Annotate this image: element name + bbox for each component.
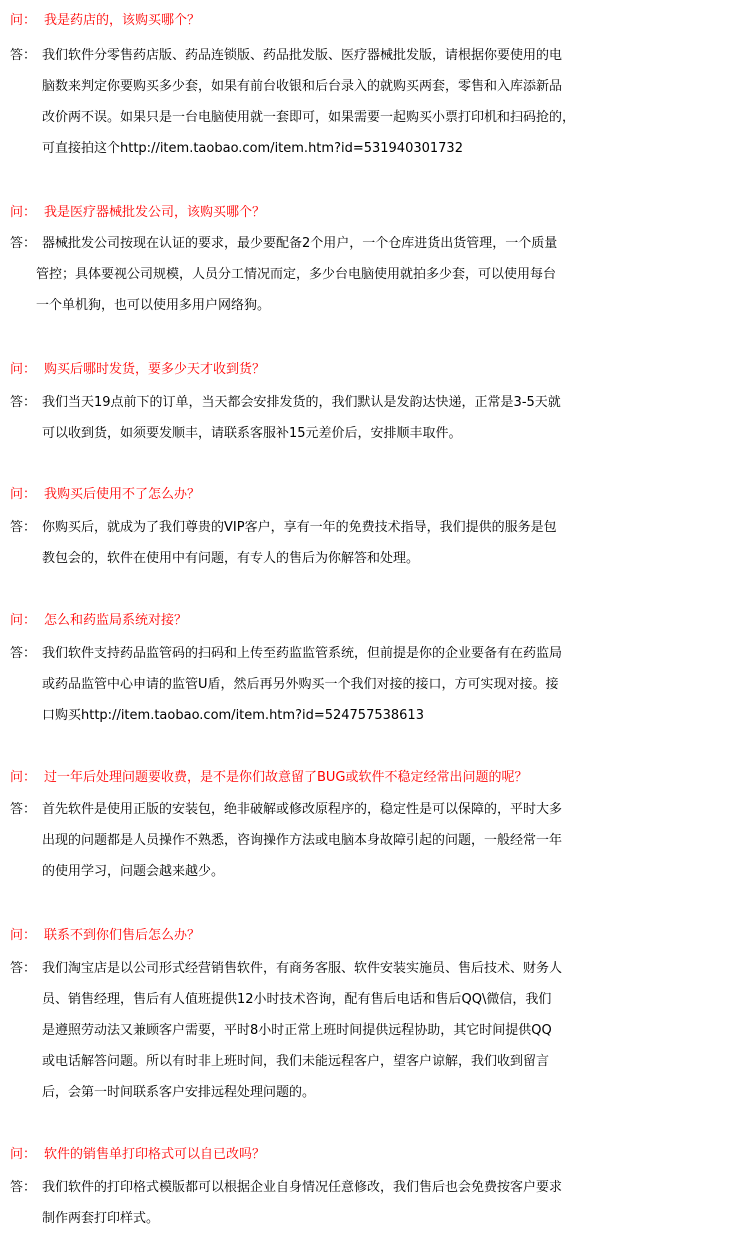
question-prefix: 问： xyxy=(10,13,37,28)
faq-answer xyxy=(10,638,740,731)
answer-prefix: 答： xyxy=(10,802,37,817)
answer-line: 或药品监管中心申请的监管U盾，然后再另外购买一个我们对接的接口，方可实现对接。接 xyxy=(42,677,559,692)
faq-answer xyxy=(10,953,740,1108)
faq-question xyxy=(10,199,265,227)
answer-line: 可直接拍这个http://item.taobao.com/item.htm?id=531940301732 xyxy=(42,141,463,156)
faq-question xyxy=(10,607,187,635)
answer-prefix: 答： xyxy=(10,236,37,251)
answer-line: 我们软件支持药品监管码的扫码和上传至药监监管系统，但前提是你的企业要备有在药监局 xyxy=(42,646,563,661)
faq-question xyxy=(10,481,200,509)
answer-prefix: 答： xyxy=(10,1180,37,1195)
faq-question xyxy=(10,7,200,35)
faq-question xyxy=(10,764,528,792)
question-text: 软件的销售单打印格式可以自已改吗？ xyxy=(44,1147,266,1162)
answer-line: 制作两套打印样式。 xyxy=(42,1211,160,1226)
answer-line: 后，会第一时间联系客户安排远程处理问题的。 xyxy=(42,1085,316,1100)
question-prefix: 问： xyxy=(10,613,37,628)
faq-answer xyxy=(10,228,740,321)
question-prefix: 问： xyxy=(10,205,37,220)
answer-line: 脑数来判定你要购买多少套，如果有前台收银和后台录入的就购买两套，零售和入库添新品 xyxy=(42,79,563,94)
question-text: 怎么和药监局系统对接？ xyxy=(44,613,188,628)
answer-line: 员、销售经理，售后有人值班提供12小时技术咨询，配有售后电话和售后QQ\微信，我们 xyxy=(42,992,552,1007)
answer-line: 你购买后，就成为了我们尊贵的VIP客户，享有一年的免费技术指导，我们提供的服务是包 xyxy=(42,520,557,535)
faq-answer xyxy=(10,512,740,574)
question-text: 购买后哪时发货，要多少天才收到货？ xyxy=(44,362,266,377)
question-text: 过一年后处理问题要收费，是不是你们故意留了BUG或软件不稳定经常出问题的呢？ xyxy=(44,770,528,785)
answer-prefix: 答： xyxy=(10,961,37,976)
faq-question xyxy=(10,922,200,950)
answer-prefix: 答： xyxy=(10,520,37,535)
answer-line: 改价两不误。如果只是一台电脑使用就一套即可，如果需要一起购买小票打印机和扫码抢的， xyxy=(42,110,576,125)
faq-answer xyxy=(10,794,740,887)
question-text: 我购买后使用不了怎么办？ xyxy=(44,487,201,502)
answer-line: 的使用学习，问题会越来越少。 xyxy=(42,864,225,879)
faq-answer xyxy=(10,387,740,449)
faq-answer xyxy=(10,1172,740,1234)
answer-line: 或电话解答问题。所以有时非上班时间，我们未能远程客户，望客户谅解，我们收到留言 xyxy=(42,1054,550,1069)
answer-prefix: 答： xyxy=(10,646,37,661)
answer-line: 可以收到货，如须要发顺丰，请联系客服补15元差价后，安排顺丰取件。 xyxy=(42,426,462,441)
answer-prefix: 答： xyxy=(10,395,37,410)
answer-line: 教包会的，软件在使用中有问题，有专人的售后为你解答和处理。 xyxy=(42,551,420,566)
faq-question xyxy=(10,356,265,384)
answer-line: 我们当天19点前下的订单，当天都会安排发货的，我们默认是发韵达快递，正常是3-5天就 xyxy=(42,395,561,410)
question-prefix: 问： xyxy=(10,1147,37,1162)
answer-line: 出现的问题都是人员操作不熟悉，咨询操作方法或电脑本身故障引起的问题，一般经常一年 xyxy=(42,833,563,848)
faq-answer xyxy=(10,40,740,164)
answer-line: 一个单机狗，也可以使用多用户网络狗。 xyxy=(36,298,271,313)
question-text: 我是医疗器械批发公司，该购买哪个？ xyxy=(44,205,266,220)
answer-line: 我们软件的打印格式模版都可以根据企业自身情况任意修改，我们售后也会免费按客户要求 xyxy=(42,1180,563,1195)
answer-line: 器械批发公司按现在认证的要求，最少要配备2个用户，一个仓库进货出货管理，一个质量 xyxy=(42,236,558,251)
answer-line: 口购买http://item.taobao.com/item.htm?id=524757538613 xyxy=(42,708,424,723)
answer-line: 首先软件是使用正版的安装包，绝非破解或修改原程序的，稳定性是可以保障的，平时大多 xyxy=(42,802,563,817)
answer-line: 管控；具体要视公司规模，人员分工情况而定，多少台电脑使用就拍多少套，可以使用每台 xyxy=(36,267,557,282)
answer-prefix: 答： xyxy=(10,48,37,63)
faq-question xyxy=(10,1141,265,1169)
question-prefix: 问： xyxy=(10,770,37,785)
question-prefix: 问： xyxy=(10,487,37,502)
question-prefix: 问： xyxy=(10,362,37,377)
answer-line: 是遵照劳动法又兼顾客户需要，平时8小时正常上班时间提供远程协助，其它时间提供QQ xyxy=(42,1023,552,1038)
answer-line: 我们淘宝店是以公司形式经营销售软件，有商务客服、软件安装实施员、售后技术、财务人 xyxy=(42,961,563,976)
answer-line: 我们软件分零售药店版、药品连锁版、药品批发版、医疗器械批发版，请根据你要使用的电 xyxy=(42,48,563,63)
question-text: 联系不到你们售后怎么办？ xyxy=(44,928,201,943)
question-text: 我是药店的，该购买哪个？ xyxy=(44,13,201,28)
question-prefix: 问： xyxy=(10,928,37,943)
